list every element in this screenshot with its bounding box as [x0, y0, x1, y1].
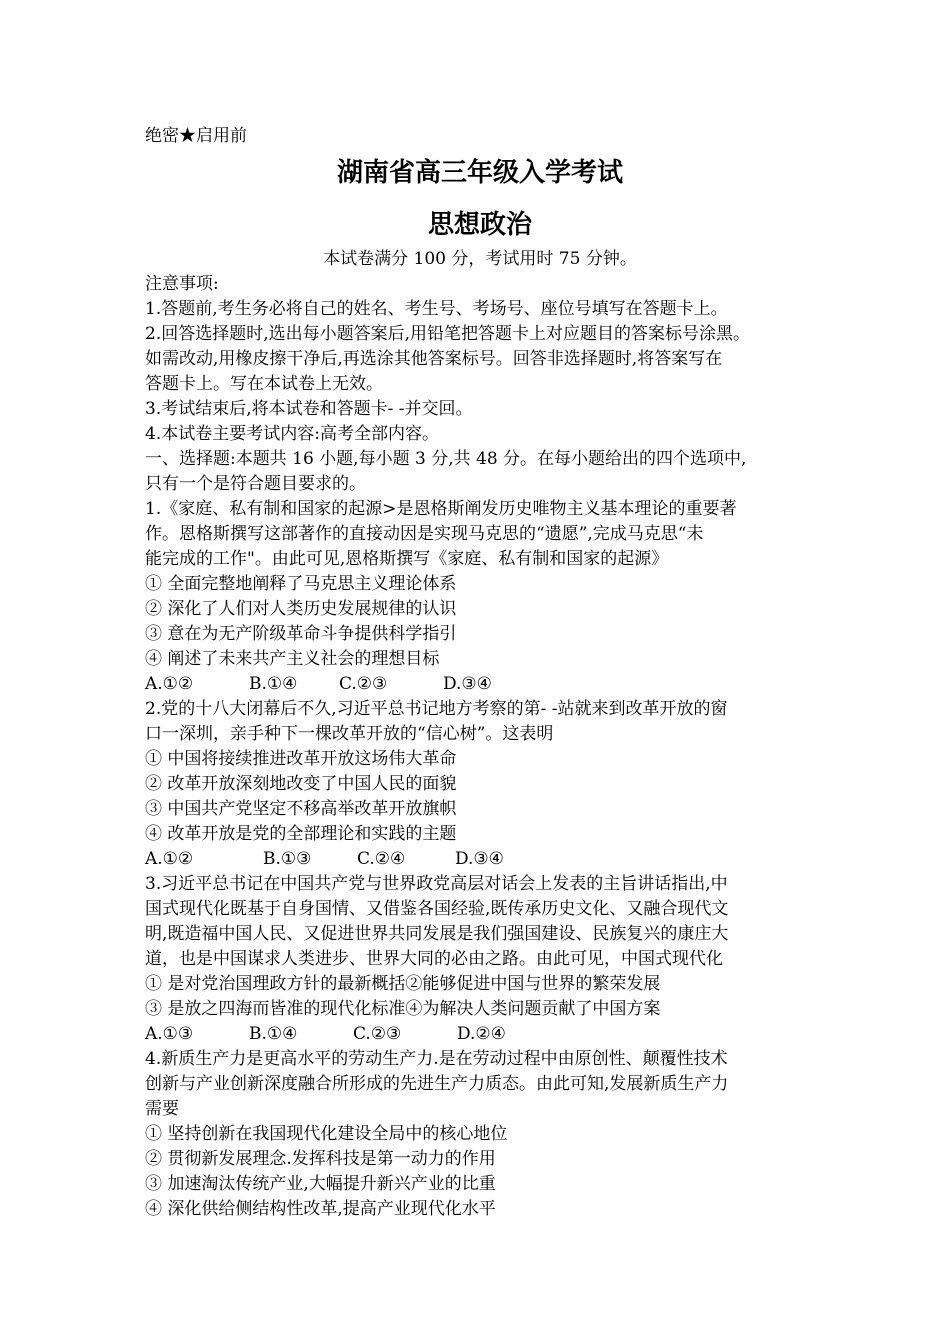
- section-instructions: 一、选择题:本题共 16 小题,每小题 3 分,共 48 分。在每小题给出的四个选项中,: [145, 449, 747, 469]
- question-1-option: ② 深化了人们对人类历史发展规律的认识: [145, 599, 457, 619]
- note-line: 如需改动,用橡皮擦干净后,再选涂其他答案标号。回答非选择题时,将答案写在: [145, 349, 723, 369]
- question-3-stem: 3.习近平总书记在中国共产党与世界政党高层对话会上发表的主旨讲话指出,中: [145, 874, 728, 894]
- question-1-stem: 能完成的工作"。由此可见,恩格斯撰写《家庭、私有制和国家的起源》: [145, 549, 669, 569]
- question-1-stem: 1.《家庭、私有制和国家的起源>是恩格斯阐发历史唯物主义基本理论的重要著: [145, 499, 737, 519]
- question-4-option: ② 贯彻新发展理念.发挥科技是第一动力的作用: [145, 1149, 496, 1169]
- question-4-option: ① 坚持创新在我国现代化建设全局中的核心地位: [145, 1124, 508, 1144]
- question-1-option: ④ 阐述了未来共产主义社会的理想目标: [145, 649, 440, 669]
- question-1-option: ③ 意在为无产阶级革命斗争提供科学指引: [145, 624, 457, 644]
- answer-choice: A.①②: [145, 674, 194, 694]
- answer-choice: A.①③: [145, 1024, 194, 1044]
- question-2-answers: [145, 847, 815, 872]
- question-3-stem: 国式现代化既基于自身国情、又借鉴各国经验,既传承历史文化、又融合现代文: [145, 899, 729, 919]
- note-line: 答题卡上。写在本试卷上无效。: [145, 374, 383, 394]
- answer-choice: C.②③: [353, 1024, 402, 1044]
- answer-choice: D.③④: [455, 849, 504, 869]
- exam-page: [145, 124, 815, 1222]
- question-4-option: ③ 加速淘汰传统产业,大幅提升新兴产业的比重: [145, 1174, 496, 1194]
- notes-heading: 注意事项:: [145, 274, 219, 294]
- answer-choice: A.①②: [145, 849, 194, 869]
- question-3-answers: [145, 1022, 815, 1047]
- question-1-stem: 作。恩格斯撰写这部著作的直接动因是实现马克思的“遗愿”,完成马克思“未: [145, 524, 704, 544]
- answer-choice: B.①④: [249, 674, 298, 694]
- note-line: 3.考试结束后,将本试卷和答题卡- -并交回。: [145, 399, 473, 419]
- question-4-stem: 创新与产业创新深度融合所形成的先进生产力质态。由此可知,发展新质生产力: [145, 1074, 729, 1094]
- question-2-stem: 口一深圳，亲手种下一棵改革开放的“信心树”。这表明: [145, 724, 554, 744]
- secret-label: 绝密★启用前: [145, 126, 247, 146]
- question-1-option: ① 全面完整地阐释了马克思主义理论体系: [145, 574, 457, 594]
- question-2-option: ① 中国将接续推进改革开放这场伟大革命: [145, 749, 457, 769]
- score-info: 本试卷满分 100 分，考试用时 75 分钟。: [323, 249, 637, 269]
- note-line: 2.回答选择题时,选出每小题答案后,用铅笔把答题卡上对应题目的答案标号涂黑。: [145, 324, 751, 344]
- answer-choice: B.①③: [263, 849, 312, 869]
- note-line: 4.本试卷主要考试内容:高考全部内容。: [145, 424, 439, 444]
- question-4-option: ④ 深化供给侧结构性改革,提高产业现代化水平: [145, 1199, 496, 1219]
- note-line: 1.答题前,考生务必将自己的姓名、考生号、考场号、座位号填写在答题卡上。: [145, 299, 728, 319]
- question-3-stem: 道，也是中国谋求人类进步、世界大同的必由之路。由此可见，中国式现代化: [145, 949, 723, 969]
- answer-choice: C.②③: [339, 674, 388, 694]
- question-3-stem: 明,既造福中国人民、又促进世界共同发展是我们强国建设、民族复兴的康庄大: [145, 924, 729, 944]
- question-1-answers: [145, 672, 815, 697]
- question-4-stem: 需要: [145, 1099, 179, 1119]
- exam-title: 湖南省高三年级入学考试: [336, 158, 623, 188]
- section-instructions: 只有一个是符合题目要求的。: [145, 474, 366, 494]
- question-2-option: ② 改革开放深刻地改变了中国人民的面貌: [145, 774, 457, 794]
- question-2-option: ④ 改革开放是党的全部理论和实践的主题: [145, 824, 457, 844]
- answer-choice: B.①④: [249, 1024, 298, 1044]
- question-3-option: ③ 是放之四海而皆准的现代化标准④为解决人类问题贡献了中国方案: [145, 999, 661, 1019]
- question-2-stem: 2.党的十八大闭幕后不久,习近平总书记地方考察的第- -站就来到改革开放的窗: [145, 699, 728, 719]
- subject-title: 思想政治: [427, 210, 532, 240]
- answer-choice: D.③④: [443, 674, 492, 694]
- answer-choice: C.②④: [357, 849, 406, 869]
- answer-choice: D.②④: [457, 1024, 506, 1044]
- question-2-option: ③ 中国共产党坚定不移高举改革开放旗帜: [145, 799, 457, 819]
- question-3-option: ① 是对党治国理政方针的最新概括②能够促进中国与世界的繁荣发展: [145, 974, 661, 994]
- question-4-stem: 4.新质生产力是更高水平的劳动生产力.是在劳动过程中由原创性、颠覆性技术: [145, 1049, 728, 1069]
